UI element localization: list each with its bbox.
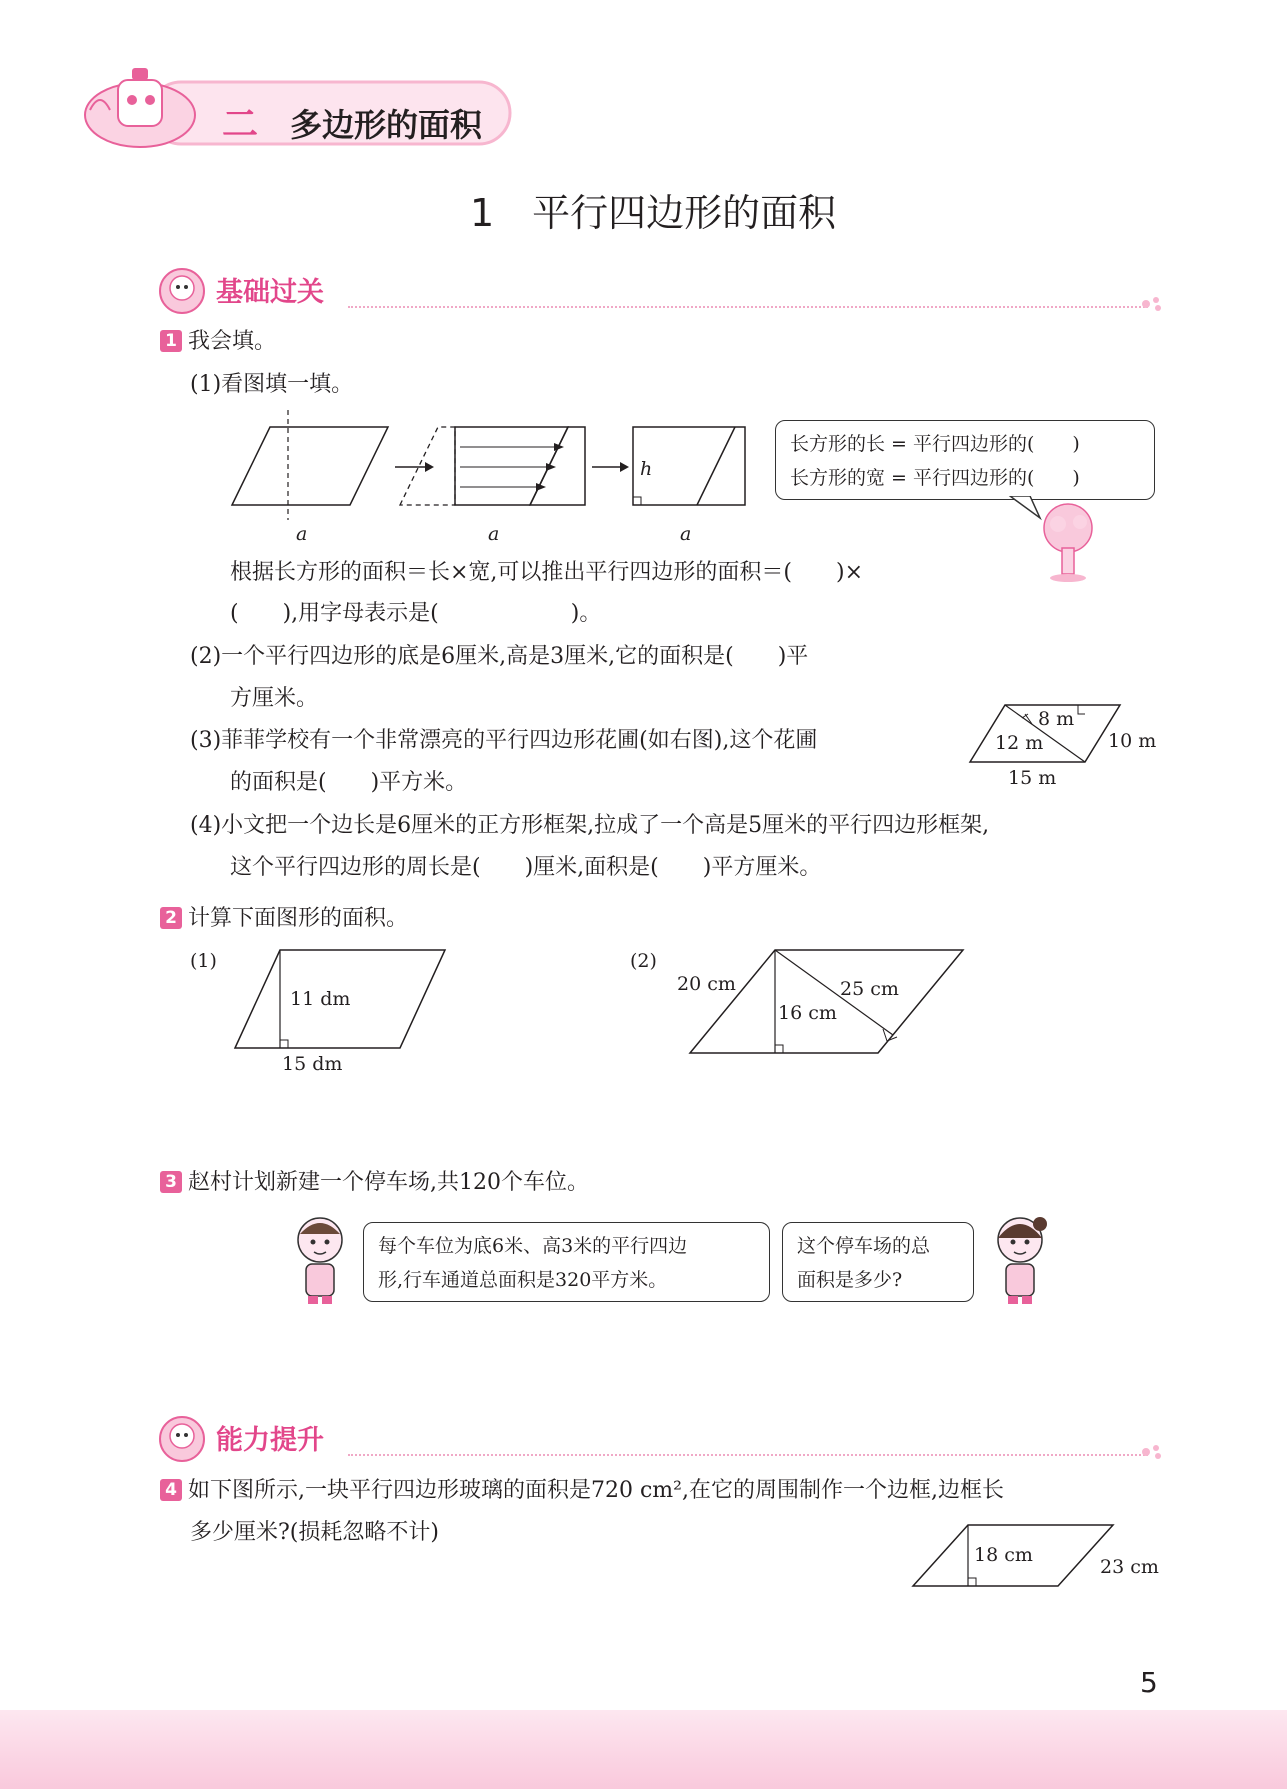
q3-title [160, 1168, 589, 1198]
q4-title-text: 如下图所示,一块平行四边形玻璃的面积是720 cm²,在它的周围制作一个边框,边框长 [188, 1478, 1004, 1503]
bottom-decoration-band [0, 1710, 1287, 1789]
q1-garden-right: 10 m [1108, 730, 1157, 752]
q4-title-line1 [160, 1476, 1004, 1506]
q3-bubble2-line2: 面积是多少? [797, 1269, 903, 1291]
student-avatar-icon [158, 1414, 208, 1464]
q1-garden-bottom: 15 m [1008, 767, 1057, 789]
q1-fig-a3: a [680, 523, 692, 545]
q2-fig1-height: 11 dm [290, 988, 351, 1010]
unit-number: 二 [222, 104, 259, 145]
q1-hint-bubble [775, 420, 1155, 500]
q1-title-text: 我会填。 [188, 329, 277, 354]
section-basic-header [158, 266, 1158, 316]
q1-part2-line2: 方厘米。 [230, 686, 319, 711]
q3-bubble1-line1: 每个车位为底6米、高3米的平行四边 [378, 1235, 688, 1257]
q1-part4-line1: (4)小文把一个边长是6厘米的正方形框架,拉成了一个高是5厘米的平行四边形框架, [190, 813, 990, 838]
q3-bubble-1 [363, 1222, 770, 1302]
q2-fig2-label: (2) [630, 950, 657, 972]
mascot-robot-icon [85, 68, 195, 147]
lesson-title: 1 平行四边形的面积 [470, 191, 837, 235]
q1-fig-h: h [640, 458, 653, 480]
q4-fig-side: 23 cm [1100, 1556, 1159, 1578]
q2-badge: 2 [160, 907, 182, 929]
section-basic-title: 基础过关 [216, 277, 324, 308]
q1-part1-line2: ( ),用字母表示是( )。 [230, 601, 602, 626]
q2-title [160, 904, 408, 934]
q4-title-line2: 多少厘米?(损耗忽略不计) [190, 1520, 439, 1545]
q4-badge: 4 [160, 1479, 182, 1501]
q1-part4-line2: 这个平行四边形的周长是( )厘米,面积是( )平方厘米。 [230, 855, 822, 880]
section-ability-title: 能力提升 [216, 1425, 324, 1456]
girl-character-icon [990, 1212, 1055, 1307]
boy-character-icon [292, 1212, 352, 1307]
q2-fig1-label: (1) [190, 950, 217, 972]
section-divider [348, 1454, 1148, 1456]
q1-garden-left: 12 m [995, 732, 1044, 754]
q2-fig2-height: 16 cm [778, 1002, 837, 1024]
q2-fig2-side: 20 cm [677, 973, 736, 995]
q2-fig2-diag: 25 cm [840, 978, 899, 1000]
section-divider [348, 306, 1148, 308]
q1-part1-label: (1)看图填一填。 [190, 372, 354, 397]
q1-bubble-line2: 长方形的宽 = 平行四边形的( ) [790, 467, 1080, 489]
q1-fig-a2: a [488, 523, 500, 545]
q1-badge: 1 [160, 330, 182, 352]
q3-bubble-2 [782, 1222, 974, 1302]
q1-part1-line1: 根据长方形的面积＝长×宽,可以推出平行四边形的面积＝( )× [230, 560, 864, 585]
q2-fig1-base: 15 dm [282, 1053, 343, 1075]
q2-title-text: 计算下面图形的面积。 [188, 906, 409, 931]
q3-bubble2-line1: 这个停车场的总 [797, 1235, 931, 1257]
q3-badge: 3 [160, 1171, 182, 1193]
page-number: 5 [1140, 1666, 1158, 1699]
q1-fig-a1: a [296, 523, 308, 545]
q4-fig-height: 18 cm [974, 1544, 1033, 1566]
q1-part2-line1: (2)一个平行四边形的底是6厘米,高是3厘米,它的面积是( )平 [190, 644, 809, 669]
dots-decoration-icon [1138, 1442, 1168, 1462]
dots-decoration-icon [1138, 294, 1168, 314]
section-ability-header [158, 1414, 1158, 1464]
q3-title-text: 赵村计划新建一个停车场,共120个车位。 [188, 1170, 589, 1195]
q1-bubble-line1: 长方形的长 = 平行四边形的( ) [790, 433, 1080, 455]
q1-part3-line1: (3)菲菲学校有一个非常漂亮的平行四边形花圃(如右图),这个花圃 [190, 728, 818, 753]
q1-part3-line2: 的面积是( )平方米。 [230, 770, 468, 795]
unit-title: 多边形的面积 [290, 106, 483, 144]
q1-title [160, 327, 276, 357]
q1-garden-top: 8 m [1038, 708, 1075, 730]
student-avatar-icon [158, 266, 208, 316]
q3-bubble1-line2: 形,行车通道总面积是320平方米。 [378, 1269, 668, 1291]
tree-mascot-icon [1000, 496, 1110, 586]
